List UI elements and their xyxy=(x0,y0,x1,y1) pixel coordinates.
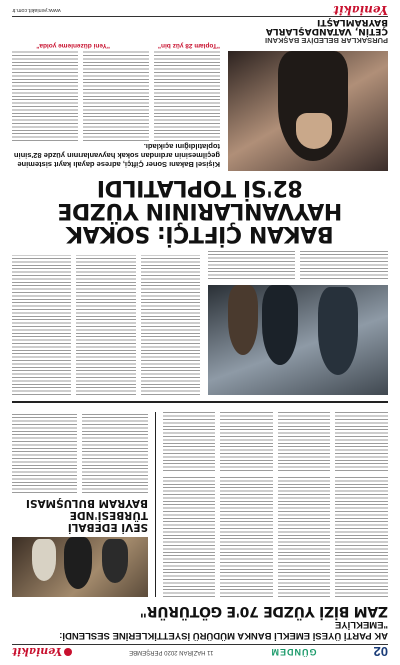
story2-title-line1: SEVİ EDEBALİ xyxy=(67,521,148,533)
story2-headline xyxy=(12,497,148,533)
story1-headline: ZAM BİZİ YÜZDE 70'E GÖTÜRÜR" xyxy=(140,603,388,619)
top-bar xyxy=(12,644,388,659)
column-divider xyxy=(155,412,156,597)
story1-body xyxy=(163,477,388,597)
story2-title-line3: BAYRAM BULUŞMASI xyxy=(25,497,148,509)
story2-title-line2: TÜRBESİ'NDE xyxy=(69,509,148,521)
red-note-b: "Yeni düzenleme yolda" xyxy=(36,42,110,49)
side-headline-line2: BAYRAMLAŞTI xyxy=(316,17,388,27)
story2-photo xyxy=(12,537,148,597)
story1-kicker: AK PARTİ ÜYESİ EMEKLİ BANKA MÜDÜRÜ İSYETTİKLERİNE SESLENDİ: "EMEKLİYE xyxy=(59,619,388,641)
main-body-3 xyxy=(12,51,220,141)
issue-date: 11 HAZİRAN 2020 PERŞEMBE xyxy=(129,649,214,655)
footer-url: www.yeniakit.com.tr xyxy=(12,7,61,13)
side-kicker: PURSAKLAR BELEDİYE BAŞKANI xyxy=(265,36,388,45)
main-deck: Kişisel Bakanı Soner Çiftçi, adrese dayalı kayıt sistemine geçilmesinin ardından sokak hayvanlarının yüzde 82'sinin toplatıldığını açıkladı. xyxy=(13,142,220,169)
main-headline-line2: HAYVANLARININ YÜZDE xyxy=(57,198,343,223)
masthead-logo-icon xyxy=(64,648,72,656)
story1-body-2 xyxy=(163,411,388,471)
main-headline-line1: BAKAN ÇİFTÇİ: SOKAK xyxy=(66,221,334,246)
main-photo-1 xyxy=(208,285,388,395)
section-divider xyxy=(12,401,388,403)
masthead xyxy=(12,646,72,659)
side-headline xyxy=(218,17,388,35)
masthead-title: Yeniakit xyxy=(12,645,63,659)
footer-logo: Yeniakit xyxy=(333,3,388,17)
page-number: 02 xyxy=(373,644,388,660)
section-label: GÜNDEM xyxy=(270,647,317,657)
main-body-2 xyxy=(208,251,388,279)
main-body-1 xyxy=(12,255,200,395)
red-note-a: "Toplam 28 yüz bin" xyxy=(157,42,220,49)
story2-body xyxy=(12,413,148,493)
main-headline xyxy=(12,176,388,245)
side-headline-line1: ÇETİN, VATANDAŞLARLA xyxy=(265,26,388,36)
footer xyxy=(12,4,388,17)
main-photo-2 xyxy=(228,51,388,171)
main-headline-line3: 82'Sİ TOPLATILDI xyxy=(97,175,303,200)
